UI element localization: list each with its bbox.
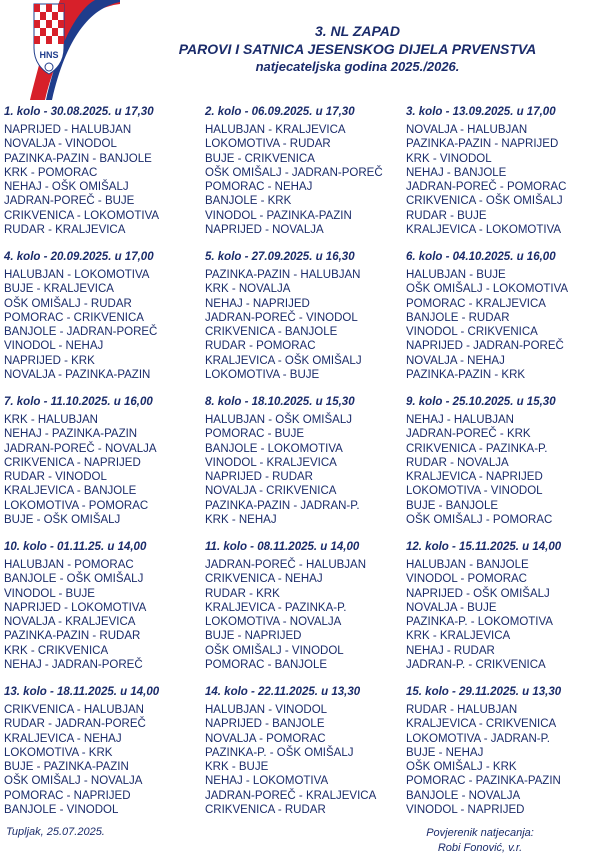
match-row: HALUBJAN - VINODOL <box>205 704 328 716</box>
round-title: 3. kolo - 13.09.2025. u 17,00 <box>406 106 556 118</box>
match-row: RUDAR - HALUBJAN <box>406 704 518 716</box>
match-row: KRK - NEHAJ <box>205 514 277 527</box>
match-row: NAPRIJED - RUDAR <box>205 471 313 484</box>
round-block <box>205 104 405 237</box>
signature-block <box>400 826 560 856</box>
round-block <box>4 249 204 382</box>
match-row: KRK - KRALJEVICA <box>406 630 511 643</box>
match-row: NEHAJ - NAPRIJED <box>205 297 310 310</box>
match-row: HALUBJAN - LOKOMOTIVA <box>4 269 150 281</box>
match-row: OŠK OMIŠALJ - NOVALJA <box>4 775 143 788</box>
match-row: JADRAN-P. - CRIKVENICA <box>406 659 546 672</box>
match-row: BUJE - NEHAJ <box>406 746 484 759</box>
match-row: BANJOLE - NOVALJA <box>406 789 521 802</box>
match-row: KRALJEVICA - OŠK OMIŠALJ <box>205 354 362 367</box>
round-block <box>406 394 606 527</box>
round-title: 14. kolo - 22.11.2025. u 13,30 <box>205 686 361 698</box>
round-title: 8. kolo - 18.10.2025. u 15,30 <box>205 396 355 408</box>
match-row: RUDAR - NOVALJA <box>406 456 509 469</box>
match-row: BUJE - CRIKVENICA <box>205 152 315 165</box>
match-row: PAZINKA-PAZIN - BANJOLE <box>4 152 152 165</box>
match-row: NOVALJA - VINODOL <box>4 138 117 151</box>
round-block <box>4 394 204 527</box>
round-title: 5. kolo - 27.09.2025. u 16,30 <box>205 251 355 263</box>
match-row: LOKOMOTIVA - KRK <box>4 746 113 759</box>
match-row: RUDAR - KRALJEVICA <box>4 224 126 237</box>
match-row: HALUBJAN - POMORAC <box>4 559 134 571</box>
page-title: 3. NL ZAPAD <box>314 23 401 39</box>
match-row: BUJE - BANJOLE <box>406 499 499 512</box>
match-row: NOVALJA - HALUBJAN <box>406 124 528 136</box>
match-row: NAPRIJED - BANJOLE <box>205 718 325 731</box>
match-row: CRIKVENICA - HALUBJAN <box>4 704 144 716</box>
match-row: NEHAJ - HALUBJAN <box>406 414 514 426</box>
match-row: PAZINKA-PAZIN - NAPRIJED <box>406 138 559 151</box>
match-row: KRK - BUJE <box>205 761 269 774</box>
match-row: VINODOL - KRALJEVICA <box>205 456 337 469</box>
match-row: BUJE - PAZINKA-PAZIN <box>4 761 129 774</box>
match-row: NAPRIJED - HALUBJAN <box>4 124 132 136</box>
round-block <box>205 684 405 817</box>
match-row: CRIKVENICA - NAPRIJED <box>4 456 141 469</box>
match-row: LOKOMOTIVA - VINODOL <box>406 485 543 498</box>
match-row: NEHAJ - PAZINKA-PAZIN <box>4 428 138 441</box>
match-row: CRIKVENICA - NEHAJ <box>205 573 323 586</box>
match-row: PAZINKA-P. - OŠK OMIŠALJ <box>205 746 354 759</box>
round-title: 9. kolo - 25.10.2025. u 15,30 <box>406 396 556 408</box>
match-row: RUDAR - JADRAN-POREČ <box>4 718 146 731</box>
match-row: VINODOL - POMORAC <box>406 573 527 586</box>
match-row: RUDAR - POMORAC <box>205 340 316 353</box>
match-row: PAZINKA-PAZIN - RUDAR <box>4 630 141 643</box>
match-row: OŠK OMIŠALJ - KRK <box>406 761 517 774</box>
match-row: NEHAJ - RUDAR <box>406 644 495 657</box>
match-row: LOKOMOTIVA - POMORAC <box>4 499 149 512</box>
match-row: BANJOLE - JADRAN-POREČ <box>4 326 158 339</box>
match-row: NEHAJ - OŠK OMIŠALJ <box>4 181 129 194</box>
match-row: BANJOLE - VINODOL <box>4 804 119 817</box>
match-row: LOKOMOTIVA - NOVALJA <box>205 616 342 629</box>
match-row: NEHAJ - JADRAN-POREČ <box>4 659 143 672</box>
match-row: BANJOLE - KRK <box>205 195 292 208</box>
signatory-role: Povjerenik natjecanja: <box>426 827 534 839</box>
match-row: OŠK OMIŠALJ - POMORAC <box>406 514 553 527</box>
match-row: NAPRIJED - LOKOMOTIVA <box>4 601 147 614</box>
round-title: 2. kolo - 06.09.2025. u 17,30 <box>205 106 355 118</box>
signatory-name: Robi Fonović, v.r. <box>437 842 523 854</box>
round-block <box>4 539 204 672</box>
match-row: POMORAC - NEHAJ <box>205 181 313 194</box>
match-row: NAPRIJED - NOVALJA <box>205 224 324 237</box>
match-row: RUDAR - KRK <box>205 587 280 600</box>
round-block <box>406 684 606 817</box>
match-row: KRK - NOVALJA <box>205 283 291 296</box>
match-row: NOVALJA - BUJE <box>406 601 497 614</box>
match-row: BUJE - NAPRIJED <box>205 630 302 643</box>
round-block <box>4 684 204 817</box>
match-row: CRIKVENICA - OŠK OMIŠALJ <box>406 195 563 208</box>
match-row: POMORAC - CRIKVENICA <box>4 311 144 324</box>
match-row: VINODOL - NEHAJ <box>4 340 104 353</box>
round-title: 4. kolo - 20.09.2025. u 17,00 <box>4 251 154 263</box>
match-row: KRALJEVICA - CRIKVENICA <box>406 718 557 731</box>
match-row: PAZINKA-PAZIN - KRK <box>406 369 526 382</box>
match-row: BUJE - KRALJEVICA <box>4 283 114 296</box>
round-title: 7. kolo - 11.10.2025. u 16,00 <box>4 396 153 408</box>
match-row: BANJOLE - LOKOMOTIVA <box>205 442 343 455</box>
match-row: KRK - CRIKVENICA <box>4 644 109 657</box>
season-label: natjecateljska godina 2025./2026. <box>255 59 460 74</box>
match-row: VINODOL - PAZINKA-PAZIN <box>205 209 352 222</box>
match-row: JADRAN-POREČ - KRK <box>406 428 531 441</box>
match-row: NOVALJA - POMORAC <box>205 732 326 745</box>
match-row: CRIKVENICA - LOKOMOTIVA <box>4 209 160 222</box>
match-row: JADRAN-POREČ - BUJE <box>4 195 135 208</box>
round-title: 11. kolo - 08.11.2025. u 14,00 <box>205 541 360 553</box>
match-row: POMORAC - NAPRIJED <box>4 789 131 802</box>
round-title: 15. kolo - 29.11.2025. u 13,30 <box>406 686 562 698</box>
match-row: OŠK OMIŠALJ - JADRAN-POREČ <box>205 166 383 179</box>
match-row: POMORAC - PAZINKA-PAZIN <box>406 775 561 788</box>
round-title: 13. kolo - 18.11.2025. u 14,00 <box>4 686 160 698</box>
match-row: HALUBJAN - OŠK OMIŠALJ <box>205 414 352 426</box>
match-row: JADRAN-POREČ - POMORAC <box>406 181 567 194</box>
match-row: OŠK OMIŠALJ - LOKOMOTIVA <box>406 283 569 296</box>
match-row: KRALJEVICA - LOKOMOTIVA <box>406 224 562 237</box>
round-title: 12. kolo - 15.11.2025. u 14,00 <box>406 541 562 553</box>
match-row: KRALJEVICA - PAZINKA-P. <box>205 601 347 614</box>
match-row: RUDAR - VINODOL <box>4 471 107 484</box>
match-row: BUJE - OŠK OMIŠALJ <box>4 514 121 527</box>
match-row: PAZINKA-PAZIN - HALUBJAN <box>205 269 361 281</box>
round-block <box>406 539 606 672</box>
match-row: POMORAC - BANJOLE <box>205 659 328 672</box>
round-block <box>205 394 405 527</box>
match-row: BANJOLE - OŠK OMIŠALJ <box>4 573 144 586</box>
match-row: NOVALJA - PAZINKA-PAZIN <box>4 369 151 382</box>
round-block <box>4 104 204 237</box>
match-row: CRIKVENICA - BANJOLE <box>205 326 338 339</box>
match-row: NOVALJA - CRIKVENICA <box>205 485 337 498</box>
match-row: KRK - VINODOL <box>406 152 492 165</box>
match-row: HALUBJAN - BANJOLE <box>406 559 529 571</box>
match-row: VINODOL - BUJE <box>4 587 95 600</box>
hns-logo <box>0 0 120 100</box>
match-row: CRIKVENICA - RUDAR <box>205 804 326 817</box>
match-row: NEHAJ - LOKOMOTIVA <box>205 775 329 788</box>
match-row: HALUBJAN - BUJE <box>406 269 506 281</box>
match-row: JADRAN-POREČ - VINODOL <box>205 311 358 324</box>
place-date: Tupljak, 25.07.2025. <box>6 826 105 838</box>
match-row: JADRAN-POREČ - NOVALJA <box>4 442 157 455</box>
match-row: VINODOL - NAPRIJED <box>406 804 525 817</box>
match-row: KRALJEVICA - BANJOLE <box>4 485 137 498</box>
match-row: JADRAN-POREČ - KRALJEVICA <box>205 789 377 802</box>
match-row: LOKOMOTIVA - RUDAR <box>205 138 331 151</box>
round-title: 1. kolo - 30.08.2025. u 17,30 <box>4 106 154 118</box>
match-row: KRALJEVICA - NEHAJ <box>4 732 122 745</box>
match-row: LOKOMOTIVA - JADRAN-P. <box>406 732 550 745</box>
round-block <box>205 539 405 672</box>
match-row: NAPRIJED - KRK <box>4 354 95 367</box>
round-title: 6. kolo - 04.10.2025. u 16,00 <box>406 251 556 263</box>
round-block <box>406 104 606 237</box>
round-block <box>205 249 405 382</box>
match-row: OŠK OMIŠALJ - RUDAR <box>4 297 132 310</box>
match-row: OŠK OMIŠALJ - VINODOL <box>205 644 344 657</box>
match-row: BANJOLE - RUDAR <box>406 311 510 324</box>
match-row: CRIKVENICA - PAZINKA-P. <box>406 442 548 455</box>
match-row: JADRAN-POREČ - HALUBJAN <box>205 559 367 571</box>
match-row: NOVALJA - NEHAJ <box>406 354 505 367</box>
match-row: LOKOMOTIVA - BUJE <box>205 369 320 382</box>
match-row: HALUBJAN - KRALJEVICA <box>205 124 346 136</box>
header <box>0 0 607 100</box>
match-row: KRK - POMORAC <box>4 166 98 179</box>
logo-text: HNS <box>39 50 59 60</box>
match-row: NAPRIJED - JADRAN-POREČ <box>406 340 564 353</box>
match-row: POMORAC - BUJE <box>205 428 305 441</box>
title-block <box>120 22 595 76</box>
round-title: 10. kolo - 01.11.25. u 14,00 <box>4 541 147 553</box>
match-row: VINODOL - CRIKVENICA <box>406 326 538 339</box>
match-row: RUDAR - BUJE <box>406 209 487 222</box>
match-row: PAZINKA-PAZIN - JADRAN-P. <box>205 499 360 512</box>
match-row: NEHAJ - BANJOLE <box>406 166 507 179</box>
match-row: KRALJEVICA - NAPRIJED <box>406 471 543 484</box>
round-block <box>406 249 606 382</box>
match-row: NAPRIJED - OŠK OMIŠALJ <box>406 587 550 600</box>
match-row: PAZINKA-P. - LOKOMOTIVA <box>406 616 553 629</box>
match-row: KRK - HALUBJAN <box>4 414 98 426</box>
match-row: POMORAC - KRALJEVICA <box>406 297 546 310</box>
match-row: NOVALJA - KRALJEVICA <box>4 616 136 629</box>
page-subtitle: PAROVI I SATNICA JESENSKOG DIJELA PRVENSTVA <box>178 41 537 57</box>
